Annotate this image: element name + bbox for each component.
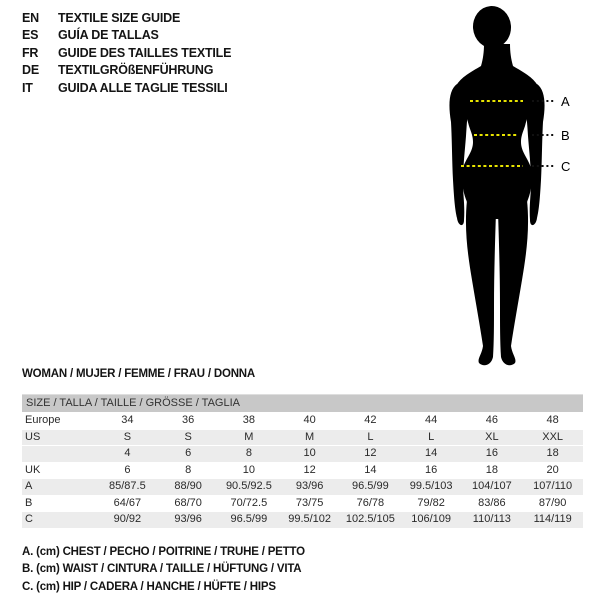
table-cell: M (219, 430, 280, 447)
row-label: US (22, 430, 97, 447)
legend-chest: A. (cm) CHEST / PECHO / POITRINE / TRUHE / PETTO (22, 546, 305, 558)
table-cell: 18 (462, 463, 523, 480)
table-cell: 16 (401, 463, 462, 480)
table-cell: 4 (97, 446, 158, 463)
lang-code: DE (22, 63, 39, 78)
table-header-label: SIZE / TALLA / TAILLE / GRÖSSE / TAGLIA (22, 394, 583, 413)
row-label: Europe (22, 413, 97, 430)
table-row-waist-b (22, 496, 583, 513)
table-cell: 102.5/105 (340, 512, 401, 529)
table-cell: 6 (97, 463, 158, 480)
lang-row-de (22, 62, 231, 79)
hip-label-c: C (561, 159, 571, 174)
table-cell: 73/75 (279, 496, 340, 513)
lang-row-it (22, 80, 231, 97)
lang-code: IT (22, 80, 33, 95)
table-cell: 10 (219, 463, 280, 480)
table-row-europe (22, 413, 583, 430)
table-cell: 96.5/99 (219, 512, 280, 529)
lang-code: ES (22, 28, 39, 43)
table-cell: 88/90 (158, 479, 219, 496)
language-title-block (22, 10, 231, 97)
table-row-us-numeric (22, 446, 583, 463)
lang-row-es (22, 27, 231, 44)
measurement-legend (22, 544, 305, 596)
lang-title: GUÍA DE TALLAS (58, 28, 159, 43)
head-shape (471, 4, 513, 49)
table-cell: 93/96 (279, 479, 340, 496)
table-cell: 8 (158, 463, 219, 480)
measurement-figure (395, 0, 600, 380)
table-cell: 83/86 (462, 496, 523, 513)
table-cell: 40 (279, 413, 340, 430)
legend-waist: B. (cm) WAIST / CINTURA / TAILLE / HÜFTUNG / VITA (22, 563, 302, 576)
table-cell: 16 (462, 446, 523, 463)
lang-code: FR (22, 45, 39, 60)
size-table (22, 394, 583, 529)
row-label: UK (22, 463, 97, 480)
table-row-hip-c (22, 512, 583, 529)
lang-title: GUIDE DES TAILLES TEXTILE (58, 45, 232, 60)
table-cell: 64/67 (97, 496, 158, 513)
right-leg-shape (498, 200, 528, 365)
table-cell: 90.5/92.5 (219, 479, 280, 496)
table-row-chest-a (22, 479, 583, 496)
lang-title: TEXTILGRÖßENFÜHRUNG (58, 63, 214, 78)
table-cell: M (279, 430, 340, 447)
table-cell: 107/110 (522, 479, 583, 496)
table-cell: 90/92 (97, 512, 158, 529)
table-row-us (22, 430, 583, 447)
table-cell: 99.5/103 (401, 479, 462, 496)
table-cell: 99.5/102 (279, 512, 340, 529)
table-cell: XXL (522, 430, 583, 447)
table-header-row (22, 394, 583, 413)
table-cell: S (158, 430, 219, 447)
table-cell: 44 (401, 413, 462, 430)
table-cell: 14 (401, 446, 462, 463)
table-cell: S (97, 430, 158, 447)
legend-hip: C. (cm) HIP / CADERA / HANCHE / HÜFTE / HIPS (22, 580, 276, 593)
table-cell: 68/70 (158, 496, 219, 513)
table-row-uk (22, 463, 583, 480)
table-cell: 10 (279, 446, 340, 463)
table-cell: 20 (522, 463, 583, 480)
table-cell: XL (462, 430, 523, 447)
row-label (22, 446, 97, 463)
table-cell: 70/72.5 (219, 496, 280, 513)
table-cell: 14 (340, 463, 401, 480)
waist-label-b: B (561, 128, 570, 143)
table-cell: 38 (219, 413, 280, 430)
row-label: B (22, 496, 97, 513)
chest-label-a: A (561, 94, 570, 109)
table-cell: 48 (522, 413, 583, 430)
table-cell: 42 (340, 413, 401, 430)
section-title: WOMAN / MUJER / FEMME / FRAU / DONNA (22, 368, 256, 380)
left-leg-shape (466, 200, 496, 365)
lang-row-fr (22, 45, 231, 62)
table-cell: L (401, 430, 462, 447)
table-cell: 87/90 (522, 496, 583, 513)
row-label: A (22, 479, 97, 496)
lang-code: EN (22, 11, 39, 25)
table-cell: 76/78 (340, 496, 401, 513)
table-cell: 46 (462, 413, 523, 430)
table-cell: 96.5/99 (340, 479, 401, 496)
table-cell: 93/96 (158, 512, 219, 529)
table-cell: 104/107 (462, 479, 523, 496)
table-cell: 85/87.5 (97, 479, 158, 496)
lang-title: TEXTILE SIZE GUIDE (58, 11, 181, 25)
table-cell: 36 (158, 413, 219, 430)
table-cell: 18 (522, 446, 583, 463)
table-cell: L (340, 430, 401, 447)
table-cell: 12 (340, 446, 401, 463)
table-cell: 114/119 (522, 512, 583, 529)
woman-silhouette-svg (395, 0, 600, 380)
table-cell: 12 (279, 463, 340, 480)
table-cell: 34 (97, 413, 158, 430)
table-cell: 8 (219, 446, 280, 463)
woman-silhouette (449, 4, 544, 365)
table-cell: 79/82 (401, 496, 462, 513)
row-label: C (22, 512, 97, 529)
lang-row-en (22, 10, 231, 27)
table-cell: 110/113 (462, 512, 523, 529)
torso-shape (455, 44, 539, 219)
table-cell: 106/109 (401, 512, 462, 529)
table-cell: 6 (158, 446, 219, 463)
lang-title: GUIDA ALLE TAGLIE TESSILI (58, 80, 228, 95)
